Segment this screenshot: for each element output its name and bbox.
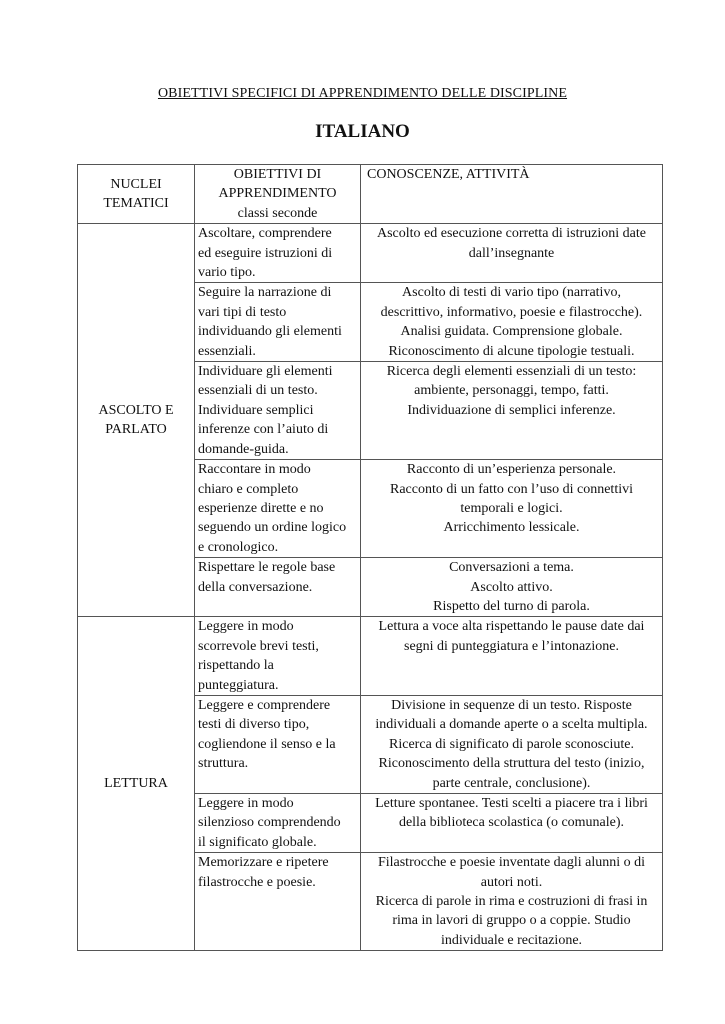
obiettivo-line: individuando gli elementi <box>198 324 342 340</box>
obiettivo-cell <box>195 362 361 460</box>
conoscenze-line: Racconto di un’esperienza personale. <box>406 462 617 478</box>
conoscenze-cell <box>361 558 663 617</box>
obiettivo-line: Seguire la narrazione di <box>198 285 332 301</box>
conoscenze-line: Individuazione di semplici inferenze. <box>407 402 616 418</box>
conoscenze-line: Ricerca di significato di parole sconosciute. <box>389 736 634 752</box>
obiettivo-line: domande-guida. <box>198 441 289 457</box>
table-row <box>78 224 663 283</box>
conoscenze-line: Conversazioni a tema. <box>449 560 574 576</box>
nucleus-line: LETTURA <box>104 776 168 792</box>
obiettivo-line: Leggere in modo <box>198 796 294 811</box>
obiettivo-line: inferenze con l’aiuto di <box>198 422 329 438</box>
header-obiettivi-line: classi seconde <box>237 205 318 221</box>
table-row <box>78 617 663 696</box>
conoscenze-line: Racconto di un fatto con l’uso di connettivi <box>389 481 633 497</box>
header-nuclei <box>78 165 195 224</box>
conoscenze-line: Riconoscimento di alcune tipologie testuali. <box>388 343 635 359</box>
header-row <box>78 165 663 224</box>
obiettivo-line: ed eseguire istruzioni di <box>198 245 333 261</box>
conoscenze-line: Ricerca degli elementi essenziali di un testo: <box>386 364 637 380</box>
conoscenze-line: Riconoscimento della struttura del testo (inizio, <box>378 756 645 772</box>
curriculum-table <box>77 164 663 951</box>
header-obiettivi <box>195 165 361 224</box>
obiettivo-line: Ascoltare, comprendere <box>198 226 332 242</box>
obiettivo-line: rispettando la <box>198 658 274 674</box>
subject-title: ITALIANO <box>315 121 410 142</box>
conoscenze-cell <box>361 617 663 696</box>
conoscenze-line: Ricerca di parole in rima e costruzioni di frasi in <box>375 894 648 910</box>
conoscenze-line: individuale e recitazione. <box>440 932 583 948</box>
obiettivo-line: essenziali di un testo. <box>198 383 318 399</box>
obiettivo-line: Individuare semplici <box>198 402 314 418</box>
conoscenze-line: parte centrale, conclusione). <box>432 775 591 791</box>
obiettivo-line: scorrevole brevi testi, <box>198 638 319 654</box>
obiettivo-line: filastrocche e poesie. <box>198 874 316 890</box>
nucleus-line: ASCOLTO E <box>98 402 174 418</box>
conoscenze-line: Analisi guidata. Comprensione globale. <box>400 324 623 340</box>
header-obiettivi-line: APPRENDIMENTO <box>218 186 337 202</box>
obiettivo-cell <box>195 460 361 558</box>
obiettivo-line: vario tipo. <box>198 265 256 281</box>
header-nuclei-line: TEMATICI <box>103 196 169 212</box>
obiettivo-cell <box>195 558 361 617</box>
obiettivo-line: cogliendone il senso e la <box>198 736 336 752</box>
conoscenze-line: ambiente, personaggi, tempo, fatti. <box>414 383 609 399</box>
obiettivo-line: della conversazione. <box>198 579 313 595</box>
conoscenze-line: temporali e logici. <box>460 500 563 516</box>
header-conoscenze-label: CONOSCENZE, ATTIVITÀ <box>367 167 530 182</box>
obiettivo-line: punteggiatura. <box>198 677 279 693</box>
obiettivo-cell <box>195 853 361 951</box>
obiettivo-cell <box>195 283 361 362</box>
header-nuclei-line: NUCLEI <box>110 176 162 192</box>
header-obiettivi-line: OBIETTIVI DI <box>233 167 322 182</box>
conoscenze-line: Arricchimento lessicale. <box>443 520 580 536</box>
conoscenze-cell <box>361 460 663 558</box>
obiettivo-line: il significato globale. <box>198 834 317 850</box>
nucleus-cell <box>78 617 195 951</box>
obiettivo-line: seguendo un ordine logico <box>198 520 347 536</box>
conoscenze-line: individuali a domande aperte o a scelta multipla. <box>375 717 648 733</box>
conoscenze-line: Filastrocche e poesie inventate dagli alunni o di <box>377 855 646 871</box>
conoscenze-cell <box>361 853 663 951</box>
conoscenze-line: Lettura a voce alta rispettando le pause date dai <box>378 619 645 635</box>
obiettivo-line: Raccontare in modo <box>198 462 311 478</box>
conoscenze-cell <box>361 224 663 283</box>
conoscenze-line: descrittivo, informativo, poesie e filastrocche). <box>380 304 643 320</box>
obiettivo-line: Individuare gli elementi <box>198 364 333 380</box>
conoscenze-line: della biblioteca scolastica (o comunale). <box>398 815 625 831</box>
conoscenze-line: Ascolto di testi di vario tipo (narrativo, <box>402 285 621 301</box>
obiettivo-line: Memorizzare e ripetere <box>198 855 329 871</box>
obiettivo-line: Rispettare le regole base <box>198 560 336 576</box>
obiettivo-line: Leggere e comprendere <box>198 697 331 713</box>
header-conoscenze <box>361 165 663 224</box>
obiettivo-line: struttura. <box>198 756 249 772</box>
conoscenze-cell <box>361 794 663 853</box>
conoscenze-line: Rispetto del turno di parola. <box>433 598 590 614</box>
conoscenze-line: Ascolto attivo. <box>470 579 553 595</box>
obiettivo-line: e cronologico. <box>198 539 279 555</box>
conoscenze-line: rima in lavori di gruppo o a coppie. Studio <box>392 913 631 929</box>
conoscenze-cell <box>361 362 663 460</box>
document-heading: OBIETTIVI SPECIFICI DI APPRENDIMENTO DELLE DISCIPLINE <box>157 86 568 101</box>
conoscenze-line: autori noti. <box>480 874 543 890</box>
nucleus-cell <box>78 224 195 617</box>
conoscenze-line: segni di punteggiatura e l’intonazione. <box>404 638 619 654</box>
conoscenze-line: Ascolto ed esecuzione corretta di istruzioni date <box>376 226 646 242</box>
conoscenze-cell <box>361 283 663 362</box>
obiettivo-line: Leggere in modo <box>198 619 294 635</box>
obiettivo-line: chiaro e completo <box>198 481 299 497</box>
conoscenze-line: Divisione in sequenze di un testo. Risposte <box>391 697 632 713</box>
obiettivo-cell <box>195 224 361 283</box>
obiettivo-line: vari tipi di testo <box>198 304 287 320</box>
conoscenze-cell <box>361 695 663 793</box>
conoscenze-line: dall’insegnante <box>468 245 555 261</box>
conoscenze-line: Letture spontanee. Testi scelti a piacere tra i libri <box>375 796 648 811</box>
obiettivo-cell <box>195 617 361 696</box>
nucleus-line: PARLATO <box>105 422 167 438</box>
obiettivo-cell <box>195 794 361 853</box>
obiettivo-line: silenzioso comprendendo <box>198 815 341 831</box>
obiettivo-line: essenziali. <box>198 343 256 359</box>
obiettivo-line: esperienze dirette e no <box>198 500 324 516</box>
obiettivo-line: testi di diverso tipo, <box>198 717 310 733</box>
obiettivo-cell <box>195 695 361 793</box>
